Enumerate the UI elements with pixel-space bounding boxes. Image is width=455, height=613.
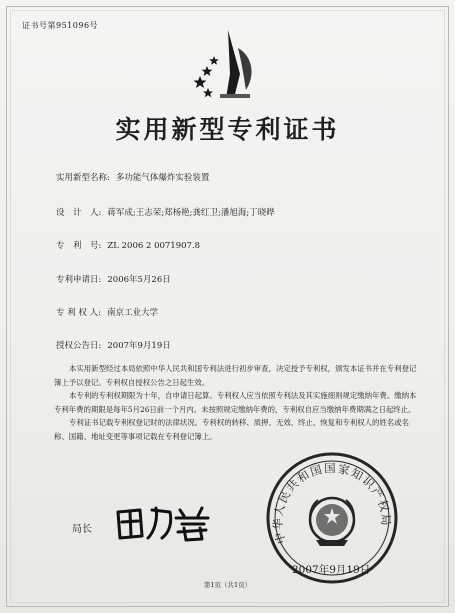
field-value: 2007年9月19日: [107, 341, 171, 351]
field-label: 专 利 权 人:: [56, 308, 101, 318]
emblem-star-icon: [209, 56, 219, 65]
field-label: 设 计 人:: [56, 208, 102, 218]
field-value: 南京工业大学: [106, 308, 158, 318]
field-label: 授权公告日:: [56, 341, 102, 351]
emblem-star-icon: [203, 88, 213, 97]
body-paragraph: 本专利的专利权期限为十年，自申请日起算。专利权人应当依照专利法及其实施细则规定缴纳年费。缴纳本专利年费的期限是每年5月26日前一个月内。未按照规定缴纳年费的，专利权自应当缴纳年费期满之日起终止。: [54, 391, 417, 414]
certificate-body-text: [54, 362, 418, 443]
seal-ring-text: 中华人民共和国国家知识产权局: [270, 461, 394, 546]
field-value: ZL 2006 2 0071907.8: [107, 241, 201, 251]
field-utility-model-name: [56, 171, 209, 183]
body-paragraph: 本实用新型经过本局依照中华人民共和国专利法进行初步审查，决定授予专利权，颁发本证书并在专利登记簿上予以登记。专利权自授权公告之日起生效。: [54, 364, 417, 387]
field-patentee: [56, 306, 158, 318]
field-label: 专 利 号:: [56, 241, 102, 251]
seal-date: 2007年9月19日: [292, 564, 371, 576]
field-label: 实用新型名称:: [56, 173, 110, 183]
national-emblem-icon: [310, 498, 354, 546]
document-title: 实用新型专利证书: [115, 115, 340, 144]
director-label: 局长: [72, 524, 92, 535]
body-paragraph: 专利证书记载专利权登记时的法律状况。专利权的转移、质押、无效、终止、恢复和专利权人的姓名或名称、国籍、地址变更等事项记载在专利登记簿上。: [54, 418, 409, 441]
field-application-date: [56, 273, 171, 285]
field-label: 专利申请日:: [56, 275, 102, 285]
emblem-star-icon: [202, 66, 213, 76]
field-value: 蒋军成;王志荣;郑杨艳;龚红卫;潘旭海;丁晓晔: [107, 208, 275, 218]
emblem-star-icon: [194, 76, 207, 88]
field-value: 2006年5月26日: [107, 275, 171, 285]
field-grant-date: [56, 339, 171, 351]
field-designers: [56, 206, 275, 218]
field-value: 多功能气体爆炸实验装置: [115, 173, 210, 183]
certificate-number: 证书号第951096号: [22, 21, 99, 30]
field-patent-number: [56, 239, 200, 251]
page-number: 第1页（共1页）: [203, 581, 252, 589]
director-signature: [112, 504, 212, 544]
patent-office-emblem-icon: [190, 28, 262, 100]
emblem-pen-shape: [226, 30, 240, 98]
